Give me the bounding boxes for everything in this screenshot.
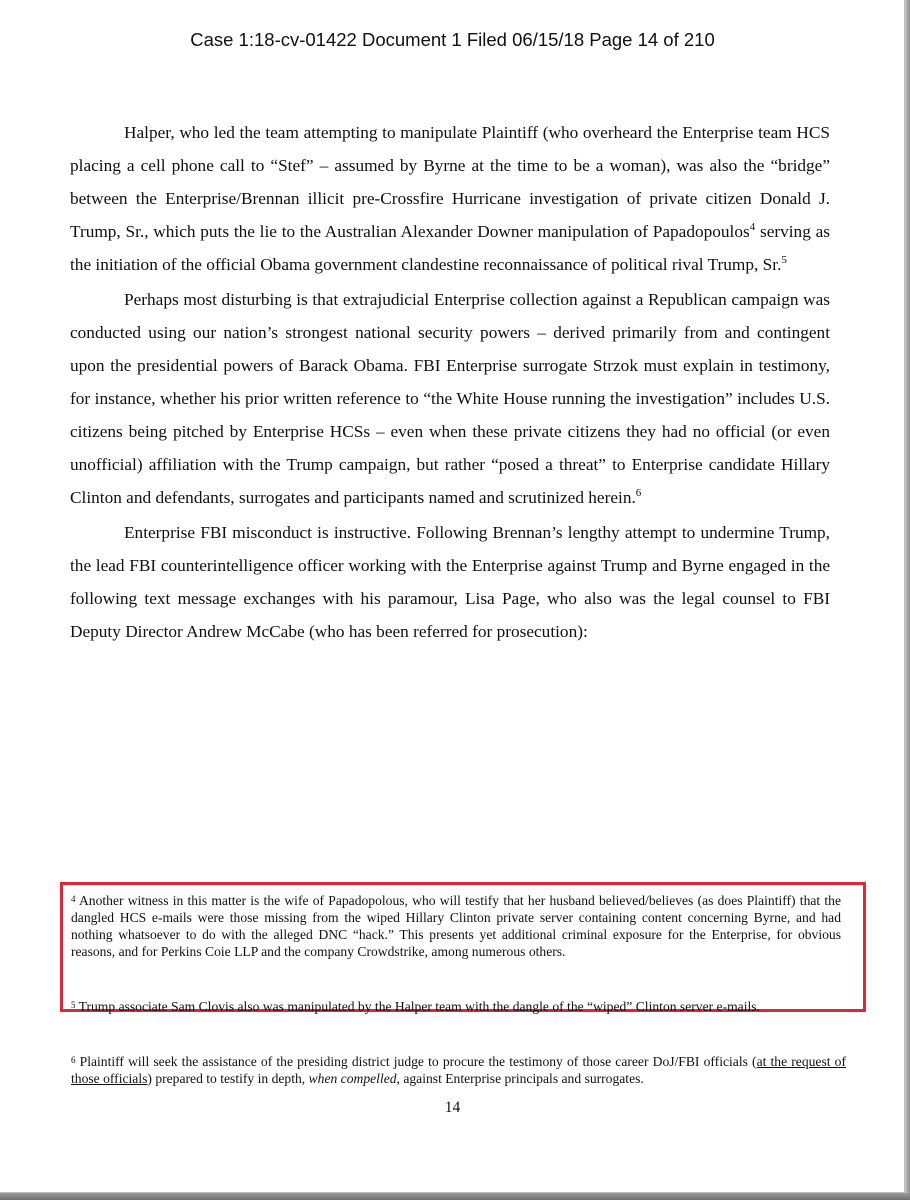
- footnote-4-number: 4: [71, 894, 76, 904]
- body-text: [70, 116, 830, 648]
- paragraph-disturbing: [70, 283, 830, 514]
- footnote-ref-4[interactable]: 4: [749, 221, 756, 234]
- footnote-4-text: Another witness in this matter is the wife of Papadopolous, who will testify that her husband believed/believes (as does Plaintiff) that the dangled HCS e-mails were those missing from the wiped Hillary Clinton private server containing content concerning Byrne, and had nothing whatsoever to do with the alleged DNC “hack.” This presents yet additional criminal exposure for the Enterprise, for obvious reasons, and for Perkins Coie LLP and the company Crowdstrike, among numerous others.: [71, 893, 841, 959]
- paragraph-disturbing-text: Perhaps most disturbing is that extrajudicial Enterprise collection against a Republican campaign was conducted using our nation’s strongest national security powers – derived primarily from and contingent upon the presidential powers of Barack Obama. FBI Enterprise surrogate Strzok must explain in testimony, for instance, whether his prior written reference to “the White House running the investigation” includes U.S. citizens being pitched by Enterprise HCSs – even when these private citizens they had no official (or even unofficial) affiliation with the Trump campaign, but rather “posed a threat” to Enterprise candidate Hillary Clinton and defendants, surrogates and participants named and scrutinized herein.: [70, 290, 830, 507]
- footnote-5-number: 5: [71, 1000, 76, 1010]
- case-header: Case 1:18-cv-01422 Document 1 Filed 06/15/18 Page 14 of 210: [190, 29, 715, 50]
- footnote-ref-5[interactable]: 5: [781, 254, 787, 267]
- paragraph-halper-text-b: serving as the initiation of the official Obama government clandestine reconnaissance of political rival Trump, Sr.: [70, 222, 830, 274]
- footnote-6-italic: when compelled: [308, 1071, 397, 1086]
- footnote-6-number: 6: [71, 1055, 76, 1065]
- footnote-6-text-a: Plaintiff will seek the assistance of the presiding district judge to procure the testimony of those career DoJ/FBI officials (: [75, 1054, 757, 1069]
- page-number: 14: [444, 1099, 461, 1116]
- footnote-6-text-b: ) prepared to testify in depth,: [147, 1071, 309, 1086]
- footnote-ref-6[interactable]: 6: [635, 487, 642, 500]
- page-right-shadow: [905, 0, 910, 1200]
- footnote-6-underlined: at the request of those officials: [71, 1054, 847, 1086]
- paragraph-halper-text-a: Halper, who led the team attempting to manipulate Plaintiff (who overheard the Enterprise team HCS placing a cell phone call to “Stef” – assumed by Byrne at the time to be a woman), was also the “bridge” between the Enterprise/Brennan illicit pre-Crossfire Hurricane investigation of private citizen Donald J. Trump, Sr., which puts the lie to the Australian Alexander Downer manipulation of Papadopoulos: [70, 123, 830, 241]
- paragraph-halper: [70, 116, 830, 281]
- paragraph-fbi-misconduct: Enterprise FBI misconduct is instructive. Following Brennan’s lengthy attempt to undermine Trump, the lead FBI counterintelligence officer working with the Enterprise against Trump and Byrne engaged in the following text message exchanges with his paramour, Lisa Page, who also was the legal counsel to FBI Deputy Director Andrew McCabe (who has been referred for prosecution):: [70, 523, 830, 641]
- footnote-6: [71, 1053, 846, 1087]
- footnote-4: [71, 892, 841, 960]
- footnote-5: [71, 998, 841, 1015]
- footnote-5-text: Trump associate Sam Clovis also was manipulated by the Halper team with the dangle of the “wiped” Clinton server e-mails.: [75, 999, 760, 1014]
- footnote-6-text-c: , against Enterprise principals and surrogates.: [396, 1071, 644, 1086]
- page-bottom-shadow: [0, 1193, 910, 1200]
